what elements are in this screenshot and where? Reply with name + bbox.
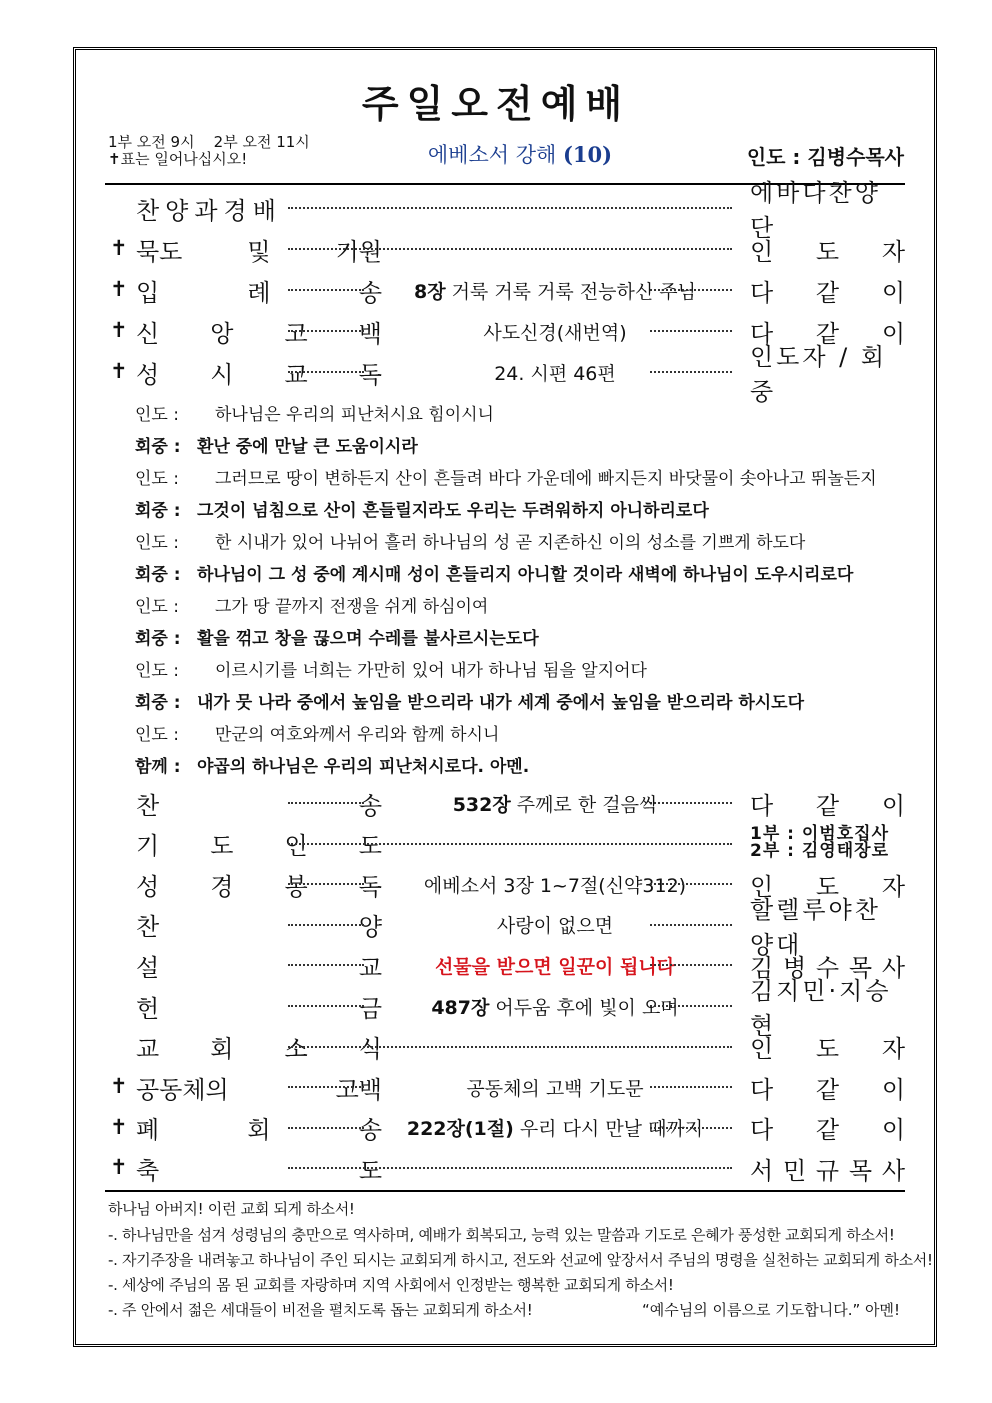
label-char: 다 — [750, 278, 774, 307]
leader-dots — [288, 1167, 732, 1169]
reading-text: 만군의 여호와께서 우리와 함께 하시니 — [215, 725, 500, 745]
stand-note-text: 표는 일어나십시오! — [120, 150, 248, 168]
label-char: 김 — [750, 953, 774, 982]
label-char: 자 — [881, 237, 905, 266]
order-right — [750, 1112, 905, 1144]
label-char: 소 — [284, 1035, 308, 1064]
order-center-text: 공동체의 고백 기도문 — [466, 1077, 644, 1100]
reader-label: 인도 : — [135, 725, 179, 745]
label-word: 묵도 — [136, 237, 183, 266]
series-number: (10) — [562, 142, 613, 167]
label-char: 인 — [750, 872, 774, 901]
leader-dots — [288, 248, 732, 250]
reading-text: 이르시기를 너희는 가만히 있어 내가 하나님 됨을 알지어다 — [215, 661, 647, 681]
order-center-text: 주께로 한 걸음씩 — [516, 793, 658, 816]
reading-text: 내가 뭇 나라 중에서 높임을 받으리라 내가 세계 중에서 높임을 받으리라 하시도다 — [197, 693, 805, 713]
reading-text: 그가 땅 끝까지 전쟁을 쉬게 하심이여 — [215, 597, 489, 617]
reader-label: 인도 : — [135, 597, 179, 617]
label-char: 이 — [881, 1075, 905, 1104]
label-char: 자 — [881, 872, 905, 901]
order-right: 할렐루야찬양대 — [750, 895, 881, 959]
reader-label: 함께 : — [135, 757, 181, 777]
label-char: 봉 — [284, 872, 308, 901]
leader-dots — [650, 883, 732, 885]
reading-text: 하나님은 우리의 피난처시요 힘이시니 — [215, 405, 494, 425]
stand-note — [108, 151, 310, 168]
order-row — [110, 229, 905, 269]
hymn-number: 8장 — [414, 280, 446, 303]
order-right — [750, 823, 905, 861]
order-center-text: 사도신경(새번역) — [483, 321, 627, 344]
label-char: 성 — [136, 872, 160, 901]
label-char: 헌 — [136, 994, 160, 1023]
order-label: 찬양과경배 — [136, 196, 282, 225]
leader-dots — [288, 330, 364, 332]
footer-line: -. 세상에 주님의 몸 된 교회를 자랑하며 지역 사회에서 인정받는 행복한 교회되게 하소서! — [108, 1276, 674, 1294]
order-right — [750, 233, 905, 265]
label-word: 및 — [247, 237, 271, 266]
order-right — [750, 1071, 905, 1103]
label-char: 이 — [881, 791, 905, 820]
leader-dots — [288, 1005, 364, 1007]
label-char: 백 — [358, 319, 382, 348]
cross-icon: ✝ — [108, 150, 121, 168]
label-char: 회 — [210, 1035, 234, 1064]
label-char: 교 — [284, 360, 308, 389]
order-center-text: 우리 다시 만날 때까지 — [519, 1118, 704, 1141]
service-times-text: 1부 오전 9시 2부 오전 11시 — [108, 133, 310, 151]
label-char: 송 — [358, 791, 382, 820]
order-row — [110, 1148, 905, 1188]
order-center-text: 24. 시편 46편 — [494, 362, 616, 385]
reader-label: 회중 : — [135, 629, 181, 649]
label-char: 송 — [358, 278, 382, 307]
label-char: 독 — [358, 360, 382, 389]
reader-label: 회중 : — [135, 501, 181, 521]
label-char: 규 — [815, 1156, 840, 1185]
leader-dots — [288, 371, 364, 373]
label-char: 민 — [782, 1156, 807, 1185]
label-char: 송 — [358, 1116, 382, 1145]
label-char: 인 — [750, 1035, 774, 1064]
label-char: 수 — [815, 953, 840, 982]
hymn-number: 532장 — [452, 793, 511, 816]
label-char: 성 — [136, 360, 160, 389]
label-char: 같 — [815, 1075, 840, 1104]
service-times — [108, 134, 310, 168]
label-char: 서 — [750, 1156, 774, 1185]
label-char: 이 — [881, 319, 905, 348]
label-char: 신 — [136, 319, 160, 348]
label-char: 인 — [284, 832, 308, 861]
label-char: 목 — [848, 1156, 873, 1185]
bottom-divider — [105, 1190, 905, 1192]
leader-dots — [650, 289, 732, 291]
order-right-line: 2부 : 김영태장로 — [750, 840, 889, 861]
label-char: 회 — [247, 1116, 271, 1145]
reader-label: 인도 : — [135, 469, 179, 489]
reading-text: 그것이 넘침으로 산이 흔들릴지라도 우리는 두려워하지 아니하리로다 — [197, 501, 709, 521]
reader-label: 인도 : — [135, 405, 179, 425]
leader-dots — [650, 924, 732, 926]
label-char: 례 — [247, 278, 271, 307]
leader-dots — [288, 1086, 364, 1088]
label-char: 축 — [136, 1156, 160, 1185]
label-char: 도 — [358, 1156, 382, 1185]
order-row — [110, 179, 905, 242]
cross-icon: ✝ — [110, 1074, 128, 1099]
hymn-number: 487장 — [431, 996, 490, 1019]
order-right — [750, 274, 905, 306]
label-char: 양 — [358, 913, 382, 942]
label-char: 도 — [210, 832, 234, 861]
order-center-text: 에베소서 3장 1~7절(신약312) — [423, 874, 687, 897]
order-row — [110, 824, 905, 864]
cross-icon: ✝ — [110, 277, 128, 301]
label-char: 도 — [815, 237, 840, 266]
label-word: 고백 — [335, 1075, 382, 1104]
label-char: 경 — [210, 872, 234, 901]
label-char: 다 — [750, 319, 774, 348]
label-char: 폐 — [136, 1116, 160, 1145]
reading-text: 하나님이 그 성 중에 계시매 성이 흔들리지 아니할 것이라 새벽에 하나님이 도우시리로다 — [197, 565, 854, 585]
cross-icon: ✝ — [110, 1114, 128, 1139]
leader-dots — [288, 1046, 732, 1048]
label-char: 사 — [881, 1156, 905, 1185]
label-char: 교 — [358, 953, 382, 982]
leader-dots — [288, 802, 364, 804]
hymn-number: 222장(1절) — [406, 1118, 514, 1141]
label-char: 같 — [815, 1116, 840, 1145]
label-word: 공동체의 — [136, 1075, 229, 1104]
label-char: 식 — [358, 1035, 382, 1064]
label-char: 다 — [750, 1075, 774, 1104]
label-char: 다 — [750, 1116, 774, 1145]
order-center-text: 거룩 거룩 거룩 전능하신 주님 — [451, 280, 696, 303]
order-right — [750, 787, 905, 819]
reading-text: 야곱의 하나님은 우리의 피난처시로다. 아멘. — [197, 757, 530, 777]
label-char: 이 — [881, 278, 905, 307]
leader-dots — [650, 802, 732, 804]
order-right: 에바다찬양단 — [750, 179, 881, 242]
label-char: 도 — [358, 832, 382, 861]
leader-dots — [650, 371, 732, 373]
order-center-text: 어두움 후에 빛이 오며 — [495, 996, 679, 1019]
footer-line: -. 주 안에서 젊은 세대들이 비전을 펼치도록 돕는 교회되게 하소서! — [108, 1301, 533, 1319]
leader-dots — [650, 330, 732, 332]
order-row — [110, 1067, 905, 1107]
label-char: 고 — [284, 319, 308, 348]
label-char: 이 — [881, 1116, 905, 1145]
footer-line: -. 하나님만을 섬겨 성령님의 충만으로 역사하며, 예배가 회복되고, 능력 있는 말씀과 기도로 은혜가 풍성한 교회되게 하소서! — [108, 1226, 895, 1244]
order-right — [750, 1152, 905, 1184]
order-row — [110, 1027, 905, 1067]
order-row — [110, 895, 905, 959]
label-char: 설 — [136, 953, 160, 982]
series-title: 에베소서 강해 — [427, 143, 557, 167]
leader-dots — [650, 1086, 732, 1088]
order-row — [110, 270, 905, 310]
sermon-title: 선물을 받으면 일꾼이 됩니다 — [434, 955, 676, 978]
label-char: 입 — [136, 278, 160, 307]
label-char: 도 — [815, 1035, 840, 1064]
cross-icon: ✝ — [110, 1155, 128, 1180]
leader-dots — [288, 1127, 364, 1129]
label-char: 금 — [358, 994, 382, 1023]
label-char: 자 — [881, 1035, 905, 1064]
reader-label: 인도 : — [135, 533, 179, 553]
label-char: 같 — [815, 278, 840, 307]
label-char: 독 — [358, 872, 382, 901]
leader-dots — [288, 964, 364, 966]
cross-icon: ✝ — [110, 318, 128, 342]
label-char: 찬 — [136, 791, 160, 820]
reading-text: 그러므로 땅이 변하든지 산이 흔들려 바다 가운데에 빠지든지 바닷물이 솟아나고 뛰놀든지 — [215, 469, 877, 489]
label-char: 기 — [136, 832, 160, 861]
order-row — [110, 977, 905, 1040]
leader-dots — [650, 1005, 732, 1007]
label-char: 인 — [750, 237, 774, 266]
footer-closing: “예수님의 이름으로 기도합니다.” 아멘! — [642, 1301, 900, 1319]
reader-label: 회중 : — [135, 565, 181, 585]
label-word: 기원 — [335, 237, 382, 266]
reader-label: 인도 : — [135, 661, 179, 681]
label-char: 도 — [815, 872, 840, 901]
sermon-series — [380, 139, 660, 169]
label-char: 병 — [782, 953, 807, 982]
cross-icon: ✝ — [110, 359, 128, 383]
cross-icon: ✝ — [110, 236, 128, 260]
leader-dots — [288, 207, 732, 209]
order-row — [110, 1108, 905, 1148]
label-char: 같 — [815, 319, 840, 348]
leader-dots — [288, 883, 364, 885]
leader-dots — [288, 843, 732, 845]
reading-text: 활을 꺾고 창을 끊으며 수레를 불사르시는도다 — [197, 629, 539, 649]
leader-dots — [650, 1127, 732, 1129]
order-row — [110, 343, 905, 406]
order-right-line: 1부 : 이범호집사 — [750, 823, 889, 844]
label-char: 앙 — [210, 319, 234, 348]
order-right: 인도자 / 회중 — [750, 343, 888, 406]
footer-heading: 하나님 아버지! 이런 교회 되게 하소서! — [108, 1200, 355, 1218]
order-row — [110, 783, 905, 823]
footer-line: -. 자기주장을 내려놓고 하나님이 주인 되시는 교회되게 하시고, 전도와 선교에 앞장서서 주님의 명령을 실천하는 교회되게 하소서! — [108, 1251, 933, 1269]
leader-dots — [288, 289, 364, 291]
label-char: 교 — [136, 1035, 160, 1064]
reader-label: 회중 : — [135, 693, 181, 713]
label-char: 시 — [210, 360, 234, 389]
reading-text: 한 시내가 있어 나뉘어 흘러 하나님의 성 곧 지존하신 이의 성소를 기쁘게 하도다 — [215, 533, 806, 553]
reading-text: 환난 중에 만날 큰 도움이시라 — [197, 437, 418, 457]
label-char: 다 — [750, 791, 774, 820]
label-char: 사 — [881, 953, 905, 982]
order-center-text: 사랑이 없으면 — [496, 915, 614, 938]
leader-dots — [650, 964, 732, 966]
page-title: 주일오전예배 — [361, 82, 631, 126]
order-right — [750, 1031, 905, 1063]
label-char: 목 — [848, 953, 873, 982]
label-char: 찬 — [136, 913, 160, 942]
leader-label: 인도 : 김병수목사 — [746, 145, 904, 169]
reader-label: 회중 : — [135, 437, 181, 457]
order-right: 김지민·지승현 — [750, 977, 892, 1040]
leader-dots — [288, 924, 364, 926]
label-char: 같 — [815, 791, 840, 820]
